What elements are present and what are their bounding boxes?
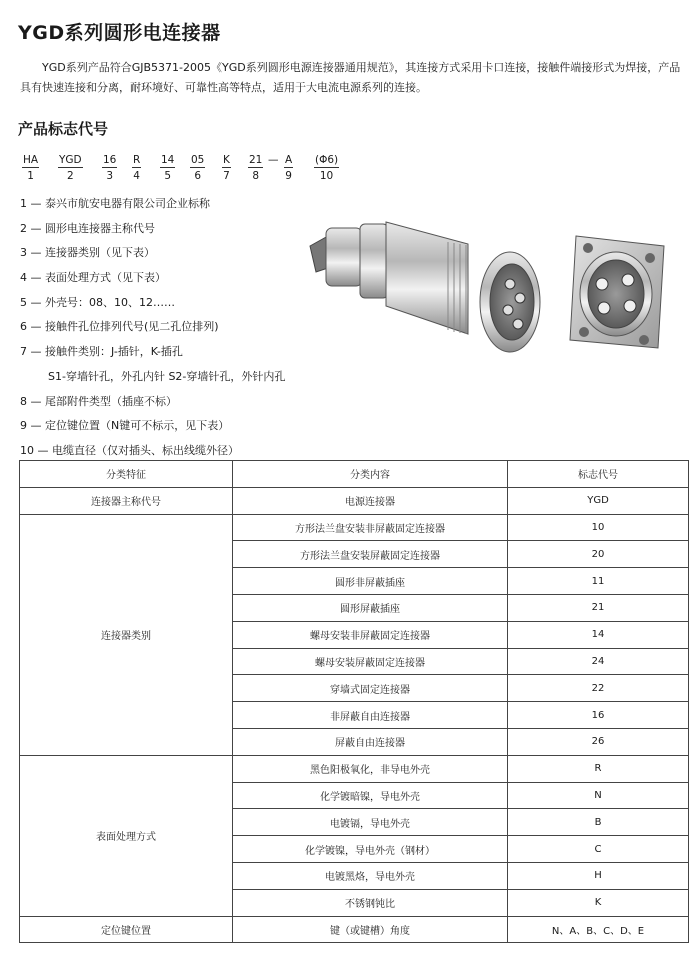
code-cell: 14	[508, 621, 689, 648]
code-part	[222, 154, 231, 182]
code-part-index: 6	[194, 170, 202, 182]
code-part-index: 1	[27, 170, 34, 182]
code-part	[190, 154, 205, 182]
code-part	[314, 154, 339, 182]
content-cell: 圆形非屏蔽插座	[233, 568, 508, 595]
content-cell: 键（或键槽）角度	[233, 916, 508, 943]
definition-item: 9 — 定位键位置（N键可不标示，见下表）	[20, 419, 230, 433]
content-cell: 化学镀镍，导电外壳（钢材）	[233, 836, 508, 863]
content-cell: 黑色阳极氧化，非导电外壳	[233, 755, 508, 782]
code-part-value: 21	[249, 154, 263, 166]
receptacle-connector	[570, 236, 664, 348]
code-part	[132, 154, 141, 182]
definition-item: 8 — 尾部附件类型（插座不标）	[20, 394, 177, 408]
code-part-value: (Φ6)	[315, 154, 339, 166]
code-cell: 16	[508, 702, 689, 729]
code-part-value: 05	[191, 154, 205, 166]
code-part-index: 5	[164, 170, 172, 182]
code-cell: R	[508, 755, 689, 782]
section-title: 产品标志代号	[18, 120, 109, 138]
definition-item: 7 — 接触件类别：J-插针，K-插孔	[20, 345, 183, 359]
content-cell: 螺母安装非屏蔽固定连接器	[233, 621, 508, 648]
content-cell: 电镀镉，导电外壳	[233, 809, 508, 836]
code-cell: H	[508, 862, 689, 889]
content-cell: 化学镀暗镍，导电外壳	[233, 782, 508, 809]
definition-item: 6 — 接触件孔位排列代号(见二孔位排列)	[20, 320, 219, 334]
code-part-value: R	[133, 154, 141, 166]
table-row	[20, 514, 689, 541]
column-header: 分类特征	[20, 461, 233, 488]
intro-paragraph: YGD系列产品符合GJB5371-2005《YGD系列圆形电源连接器通用规范》，其连接方式采用卡口连接，接触件端接形式为焊接，产品具有快速连接和分离，耐环境好、可靠性高等特点，适用于大电流电源系列的连接。	[20, 61, 681, 94]
connector-product-image	[298, 206, 670, 368]
table-row	[20, 487, 689, 514]
content-cell: 圆形屏蔽插座	[233, 594, 508, 621]
code-part	[248, 154, 263, 182]
content-cell: 屏蔽自由连接器	[233, 728, 508, 755]
code-cell: N	[508, 782, 689, 809]
code-part-index: 2	[66, 170, 74, 182]
code-cell: 22	[508, 675, 689, 702]
code-part-value: 14	[161, 154, 175, 166]
code-cell: 26	[508, 728, 689, 755]
code-cell: 24	[508, 648, 689, 675]
code-part-value: K	[223, 154, 230, 166]
code-part-value: HA	[23, 154, 39, 166]
code-cell: B	[508, 809, 689, 836]
code-dash: —	[268, 154, 279, 166]
code-cell: YGD	[508, 487, 689, 514]
plug-connector	[310, 222, 540, 352]
definition-item: 1 — 泰兴市航安电器有限公司企业标称	[20, 197, 210, 210]
code-part	[22, 154, 39, 182]
code-cell: 20	[508, 541, 689, 568]
code-part	[58, 154, 83, 182]
content-cell: 方形法兰盘安装屏蔽固定连接器	[233, 541, 508, 568]
code-part-index: 8	[252, 170, 260, 182]
content-cell: 非屏蔽自由连接器	[233, 702, 508, 729]
content-cell: 方形法兰盘安装非屏蔽固定连接器	[233, 514, 508, 541]
code-part-index: 3	[106, 170, 114, 182]
definition-item: S1-穿墙针孔，外孔内针 S2-穿墙针孔，外针内孔	[48, 369, 286, 383]
code-cell: C	[508, 836, 689, 863]
code-part-value: A	[285, 154, 293, 166]
feature-cell: 连接器主称代号	[20, 487, 233, 514]
code-part-index: 4	[133, 170, 140, 182]
definition-item: 3 — 连接器类别（见下表）	[20, 246, 155, 260]
code-cell: 10	[508, 514, 689, 541]
table-header-row	[20, 461, 689, 488]
content-cell: 穿墙式固定连接器	[233, 675, 508, 702]
definition-item: 10 — 电缆直径（仅对插头、标出线缆外径）	[20, 443, 239, 457]
feature-cell: 连接器类别	[20, 514, 233, 755]
code-cell: 11	[508, 568, 689, 595]
page-title: YGD系列圆形电连接器	[18, 22, 221, 44]
content-cell: 不锈钢钝比	[233, 889, 508, 916]
column-header: 分类内容	[233, 461, 508, 488]
definition-item: 4 — 表面处理方式（见下表）	[20, 271, 166, 285]
code-cell: 21	[508, 594, 689, 621]
code-part	[160, 154, 175, 182]
code-definitions	[20, 192, 285, 464]
feature-cell: 表面处理方式	[20, 755, 233, 916]
table-row	[20, 755, 689, 782]
code-part	[102, 154, 117, 182]
code-part	[284, 154, 293, 182]
code-part-index: 7	[223, 170, 230, 182]
code-part-index: 10	[319, 170, 334, 182]
definition-item: 2 — 圆形电连接器主称代号	[20, 221, 155, 235]
column-header: 标志代号	[508, 461, 689, 488]
feature-cell: 定位键位置	[20, 916, 233, 943]
content-cell: 电镀黑烙，导电外壳	[233, 862, 508, 889]
code-part-value: 16	[103, 154, 117, 166]
content-cell: 电源连接器	[233, 487, 508, 514]
definition-item: 5 — 外壳号：08、10、12……	[20, 295, 175, 309]
classification-table	[19, 460, 689, 943]
code-part-value: YGD	[59, 154, 82, 166]
content-cell: 螺母安装屏蔽固定连接器	[233, 648, 508, 675]
code-cell: N、A、B、C、D、E	[508, 916, 689, 943]
table-row	[20, 916, 689, 943]
code-cell: K	[508, 889, 689, 916]
code-part-index: 9	[285, 170, 292, 182]
